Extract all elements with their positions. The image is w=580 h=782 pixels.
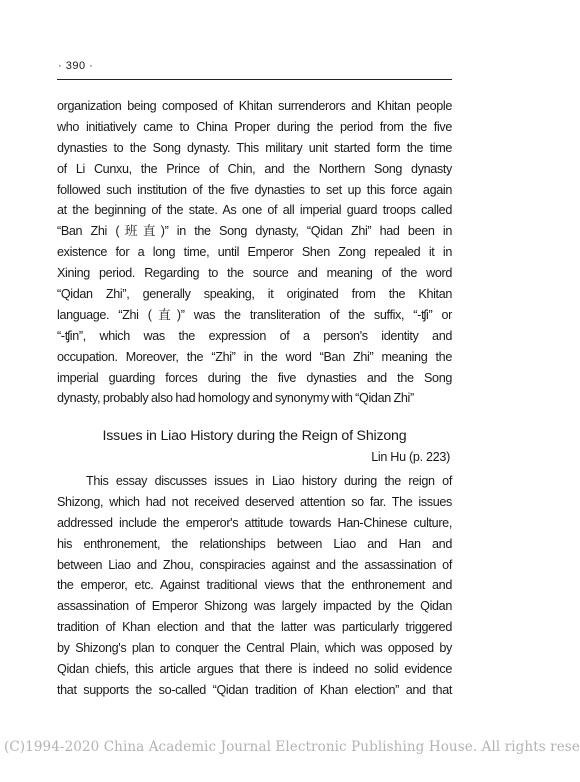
copyright-footer: (C)1994-2020 China Academic Journal Electronic Publishing House. All rights rese [4,739,580,755]
text-line: followed such institution of the five dynasties to set up this force again [57,182,452,197]
text-line: Qidan chiefs, this article argues that there is indeed no solid evidence [57,662,452,677]
text-line: language. “Zhi (直)” was the transliteration of the suffix, “-ʧi” or [57,307,452,322]
text-line: “-ʧin”, which was the expression of a person's identity and [57,328,452,343]
text-line: existence for a long time, until Emperor Shen Zong repealed it in [57,245,452,260]
text-line: assassination of Emperor Shizong was largely impacted by the Qidan [57,599,452,614]
text-line: Xining period. Regarding to the source and meaning of the word [57,266,452,281]
text-line: his enthronement, the relationships between Liao and Han and [57,536,452,551]
section-title: Issues in Liao History during the Reign of Shizong [102,428,407,444]
text-line: who initiatively came to China Proper during the period from the five [57,119,452,134]
text-line: addressed include the emperor's attitude towards Han-Chinese culture, [57,515,452,530]
header-rule [57,79,452,80]
author-byline: Lin Hu (p. 223) [371,450,450,464]
text-line: tradition of Khan election and that the latter was particularly triggered [57,620,452,635]
text-line: the emperor, etc. Against traditional views that the enthronement and [57,578,452,593]
text-line: “Ban Zhi (班直)” in the Song dynasty, “Qidan Zhi” had been in [57,224,452,239]
text-line: by Shizong's plan to conquer the Central Plain, which was opposed by [57,641,452,656]
abstract-previous [57,96,452,409]
text-line: between Liao and Zhou, conspiracies against and the assassination of [57,557,452,572]
page-number: · 390 · [58,60,94,72]
text-line: of Li Cunxu, the Prince of Chin, and the Northern Song dynasty [57,161,452,176]
text-line: This essay discusses issues in Liao history during the reign of [86,474,452,488]
abstract-shizong [57,471,452,701]
text-line: dynasties to the Song dynasty. This military unit started form the time [57,140,452,155]
text-line: Shizong, which had not received deserved attention so far. The issues [57,494,452,509]
text-line: occupation. Moreover, the “Zhi” in the word “Ban Zhi” meaning the [57,349,452,364]
text-line: “Qidan Zhi”, generally speaking, it originated from the Khitan [57,287,452,302]
text-line: at the beginning of the state. As one of all imperial guard troops called [57,203,452,218]
text-line: that supports the so-called “Qidan tradition of Khan election” and that [57,682,452,697]
text-line: imperial guarding forces during the five dynasties and the Song [57,370,452,385]
text-line: organization being composed of Khitan surrenderors and Khitan people [57,99,452,113]
text-line: dynasty, probably also had homology and synonymy with “Qidan Zhi” [57,391,414,406]
